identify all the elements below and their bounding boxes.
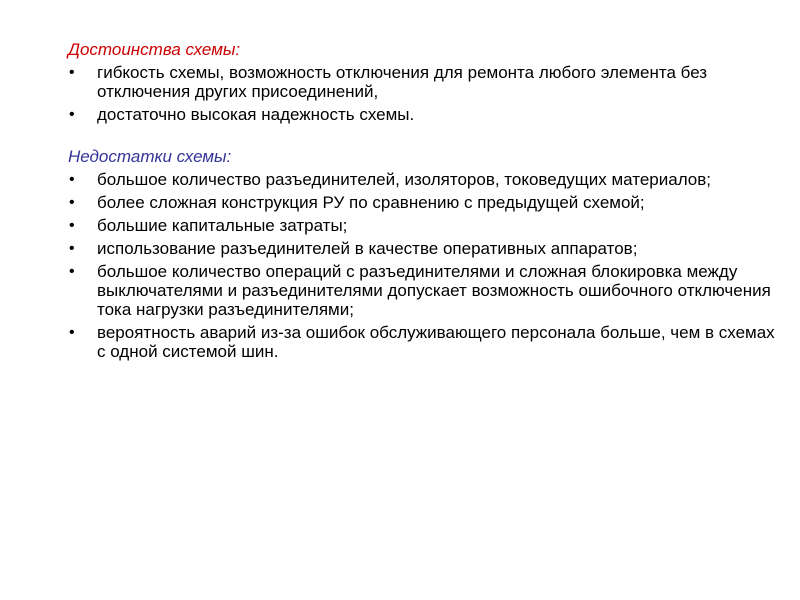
bullet-icon: • — [69, 217, 75, 234]
list-item — [68, 193, 783, 212]
bullet-icon: • — [69, 64, 75, 81]
list-item-text: большое количество операций с разъединителями и сложная блокировка между выключателями и разъединителями допускает возможность ошибочного отключения тока нагрузки разъединителями; — [97, 262, 771, 319]
list-item-text: достаточно высокая надежность схемы. — [97, 105, 415, 124]
list-item — [68, 239, 783, 258]
list-item — [68, 323, 783, 361]
list-item — [68, 170, 783, 189]
list-item-text: более сложная конструкция РУ по сравнению с предыдущей схемой; — [97, 193, 645, 212]
list-item-text: вероятность аварий из-за ошибок обслуживающего персонала больше, чем в схемах с одной системой шин. — [97, 323, 775, 361]
disadvantages-heading: Недостатки схемы: — [68, 147, 232, 166]
bullet-icon: • — [69, 194, 75, 211]
slide-content — [68, 39, 783, 365]
disadvantages-list — [68, 170, 783, 361]
bullet-icon: • — [69, 263, 75, 280]
list-item — [68, 262, 783, 319]
bullet-icon: • — [69, 324, 75, 341]
list-item-text: большие капитальные затраты; — [97, 216, 348, 235]
advantages-heading: Достоинства схемы: — [68, 40, 241, 59]
list-item-text: гибкость схемы, возможность отключения для ремонта любого элемента без отключения других присоединений, — [97, 63, 708, 101]
advantages-list — [68, 63, 783, 124]
bullet-icon: • — [69, 171, 75, 188]
bullet-icon: • — [69, 240, 75, 257]
list-item-text: большое количество разъединителей, изоляторов, токоведущих материалов; — [97, 170, 712, 189]
list-item — [68, 216, 783, 235]
bullet-icon: • — [69, 106, 75, 123]
list-item — [68, 105, 783, 124]
list-item-text: использование разъединителей в качестве оперативных аппаратов; — [97, 239, 638, 258]
list-item — [68, 63, 783, 101]
